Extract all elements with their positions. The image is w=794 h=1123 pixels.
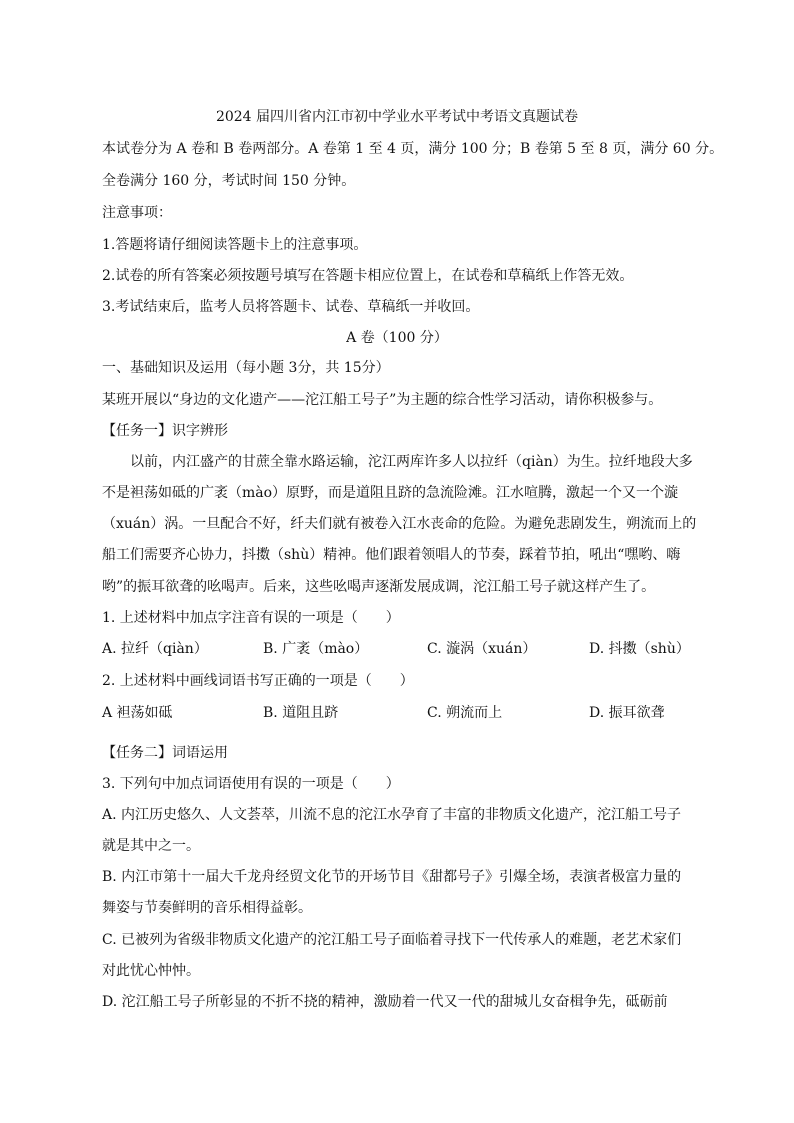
option-b-line-1[interactable]: B. 内江市第十一届大千龙舟经贸文化节的开场节目《甜都号子》引爆全场，表演者极富力量的	[102, 869, 682, 885]
question-3-stem: 3. 下列句中加点词语使用有误的一项是（ ）	[102, 776, 400, 792]
note-item: 3.考试结束后，监考人员将答题卡、试卷、草稿纸一并收回。	[102, 299, 480, 315]
notes-heading: 注意事项：	[102, 205, 172, 221]
section-a-title: A 卷（100 分）	[346, 330, 448, 346]
question-1-stem: 1. 上述材料中加点字注音有误的一项是（ ）	[102, 610, 400, 626]
option-b[interactable]: B. 道阻且跻	[263, 705, 339, 721]
note-item: 1.答题将请仔细阅读答题卡上的注意事项。	[102, 237, 368, 253]
task2-heading: 【任务二】词语运用	[102, 745, 228, 761]
activity-intro: 某班开展以“身边的文化遗产——沱江船工号子”为主题的综合性学习活动，请你积极参与。	[102, 392, 663, 408]
intro-line-2: 全卷满分 160 分，考试时间 150 分钟。	[102, 173, 356, 189]
question-2-stem: 2. 上述材料中画线词语书写正确的一项是（ ）	[102, 673, 414, 689]
passage-line: 船工们需要齐心协力，抖擞（shù）精神。他们跟着领唱人的节奏，踩着节拍，吼出“嘿哟、嗨	[102, 547, 681, 563]
passage-line: 哟”的振耳欲聋的吆喝声。后来，这些吆喝声逐渐发展成调，沱江船工号子就这样产生了。	[102, 579, 656, 595]
option-a[interactable]: A 袒荡如砥	[102, 705, 173, 721]
part1-heading: 一、基础知识及运用（每小题 3分，共 15分）	[102, 360, 390, 376]
passage-line: 以前，内江盛产的甘蔗全靠水路运输，沱江两库许多人以拉纤（qiàn）为生。拉纤地段大多	[130, 454, 693, 470]
option-a-line-1[interactable]: A. 内江历史悠久、人文荟萃，川流不息的沱江水孕育了丰富的非物质文化遗产，沱江船工号子	[102, 807, 682, 823]
option-a-line-2[interactable]: 就是其中之一。	[102, 838, 200, 854]
passage-line: （xuán）涡。一旦配合不好，纤夫们就有被卷入江水丧命的危险。为避免悲剧发生，朔流而上的	[102, 516, 697, 532]
intro-line-1: 本试卷分为 A 卷和 B 卷两部分。A 卷第 1 至 4 页，满分 100 分；B 卷第 5 至 8 页，满分 60 分。	[102, 141, 724, 157]
option-c-line-1[interactable]: C. 已被列为省级非物质文化遗产的沱江船工号子面临着寻找下一代传承人的难题，老艺术家们	[102, 932, 682, 948]
option-c-line-2[interactable]: 对此忧心忡忡。	[102, 963, 200, 979]
option-a[interactable]: A. 拉纤（qiàn）	[102, 641, 208, 657]
passage-line: 不是袒荡如砥的广袤（mào）原野，而是道阻且跻的急流险滩。江水喧腾，激起一个又一个漩	[102, 485, 679, 501]
note-item: 2.试卷的所有答案必须按题号填写在答题卡相应位置上，在试卷和草稿纸上作答无效。	[102, 268, 634, 284]
option-d[interactable]: D. 抖擞（shù）	[589, 641, 690, 657]
task1-heading: 【任务一】识字辨形	[102, 423, 228, 439]
exam-title: 2024 届四川省内江市初中学业水平考试中考语文真题试卷	[215, 109, 579, 125]
option-b-line-2[interactable]: 舞姿与节奏鲜明的音乐相得益彰。	[102, 900, 312, 916]
option-c[interactable]: C. 朔流而上	[427, 705, 503, 721]
option-d-line-1[interactable]: D. 沱江船工号子所彰显的不折不挠的精神，激励着一代又一代的甜城儿女奋楫争先，砥砺前	[102, 994, 668, 1010]
option-c[interactable]: C. 漩涡（xuán）	[427, 641, 537, 657]
option-d[interactable]: D. 振耳欲聋	[589, 705, 665, 721]
option-b[interactable]: B. 广袤（mào）	[263, 641, 369, 657]
